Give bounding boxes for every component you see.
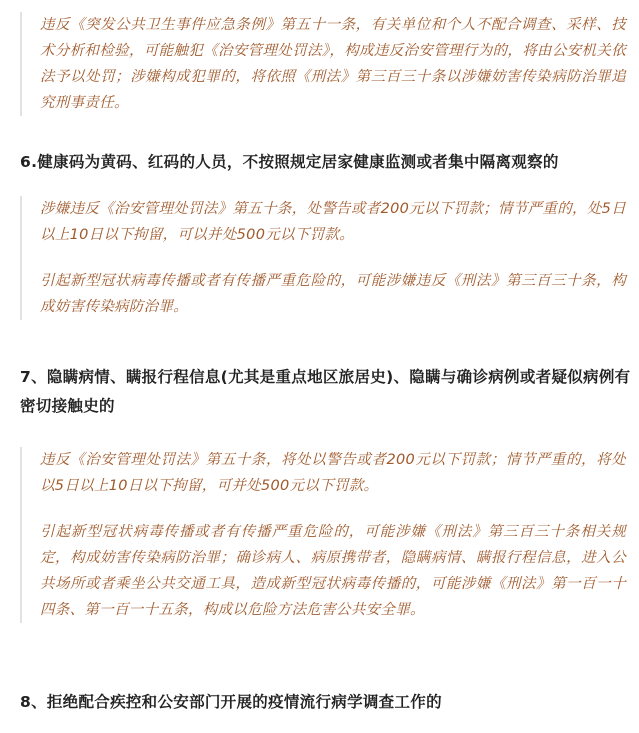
quote-paragraph: 引起新型冠状病毒传播或者有传播严重危险的，可能涉嫌《刑法》第三百三十条相关规定，构成妨害传染病防治罪；确诊病人、病原携带者，隐瞒病情、瞒报行程信息，进入公共场所或者乘坐公共交通工具，造成新型冠状病毒传播的，可能涉嫌《刑法》第一百一十四条、第一百一十五条，构成以危险方法危害公共安全罪。 [40, 524, 626, 618]
quote-paragraph: 涉嫌违反《治安管理处罚法》第五十条，处警告或者200元以下罚款；情节严重的，处5日以上10日以下拘留，可以并处500元以下罚款。 [40, 201, 626, 243]
quote-block-section-7 [20, 447, 630, 623]
section-heading-6: 6.健康码为黄码、红码的人员，不按照规定居家健康监测或者集中隔离观察的 [20, 153, 559, 171]
quote-paragraph: 违反《治安管理处罚法》第五十条，将处以警告或者200元以下罚款；情节严重的，将处以5日以上10日以下拘留，可并处500元以下罚款。 [40, 452, 626, 494]
quote-block-section-6 [20, 196, 630, 320]
section-heading-8: 8、拒绝配合疾控和公安部门开展的疫情流行病学调查工作的 [20, 693, 442, 711]
quote-block-article-51 [20, 12, 630, 116]
quote-paragraph: 违反《突发公共卫生事件应急条例》第五十一条，有关单位和个人不配合调查、采样、技术分析和检验，可能触犯《治安管理处罚法》，构成违反治安管理行为的，将由公安机关依法予以处罚；涉嫌构成犯罪的，将依照《刑法》第三百三十条以涉嫌妨害传染病防治罪追究刑事责任。 [40, 17, 626, 111]
section-heading-7: 7、隐瞒病情、瞒报行程信息(尤其是重点地区旅居史)、隐瞒与确诊病例或者疑似病例有密切接触史的 [20, 368, 631, 415]
quote-paragraph: 引起新型冠状病毒传播或者有传播严重危险的，可能涉嫌违反《刑法》第三百三十条，构成妨害传染病防治罪。 [40, 273, 626, 315]
